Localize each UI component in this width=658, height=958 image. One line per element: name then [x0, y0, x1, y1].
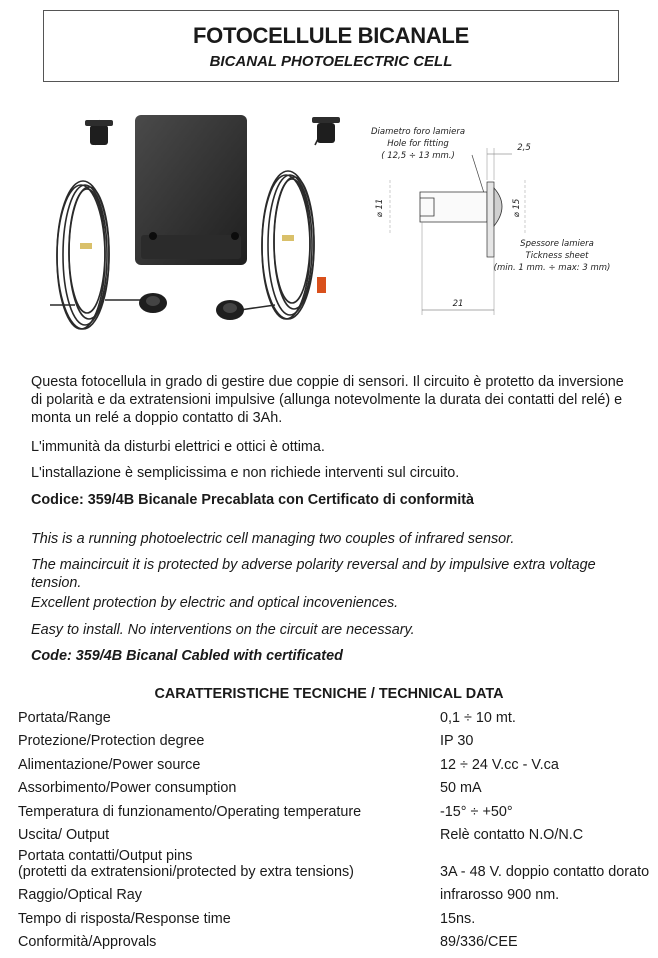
spec-value: 89/336/CEE	[440, 934, 518, 950]
spec-label: Alimentazione/Power source	[18, 757, 201, 773]
spec-value: IP 30	[440, 733, 474, 749]
sheet-label-3: (min. 1 mm. ÷ max: 3 mm)	[493, 263, 611, 273]
dim-left: ⌀ 11	[375, 198, 385, 218]
en-paragraph-3: Excellent protection by electric and optical incoveniences.	[31, 595, 399, 611]
dim-top: 2,5	[517, 143, 531, 153]
en-paragraph-4: Easy to install. No interventions on the circuit are necessary.	[31, 622, 415, 638]
right-top-sensor	[312, 117, 340, 143]
spec-label: Raggio/Optical Ray	[18, 887, 142, 903]
hole-label-2: Hole for fitting	[387, 139, 449, 149]
en-code: Code: 359/4B Bicanal Cabled with certificated	[31, 648, 343, 664]
title-box	[43, 10, 619, 82]
hole-label-1: Diametro foro lamiera	[370, 127, 466, 137]
spec-label: Temperatura di funzionamento/Operating temperature	[18, 804, 362, 820]
en-paragraph-2: The maincircuit it is protected by adverse polarity reversal and by impulsive extra voltage tension.	[31, 557, 596, 591]
hole-label-3: ( 12,5 ÷ 13 mm.)	[381, 151, 455, 161]
right-cable-coil	[240, 125, 325, 319]
spec-label: Assorbimento/Power consumption	[18, 780, 237, 796]
right-bottom-sensor	[216, 300, 244, 320]
spec-label: Tempo di risposta/Response time	[18, 911, 231, 927]
spec-label: Uscita/ Output	[18, 827, 110, 843]
en-paragraph-1: This is a running photoelectric cell managing two couples of infrared sensor.	[31, 531, 515, 547]
it-code: Codice: 359/4B Bicanale Precablata con Certificato di conformità	[31, 492, 475, 508]
spec-value: 3A - 48 V. doppio contatto dorato	[440, 864, 650, 880]
page-subtitle: BICANAL PHOTOELECTRIC CELL	[209, 53, 453, 70]
spec-label: Protezione/Protection degree	[18, 733, 205, 749]
spec-value: infrarosso 900 nm.	[440, 887, 560, 903]
it-paragraph-3: L'installazione è semplicissima e non richiede interventi sul circuito.	[31, 465, 460, 481]
sheet-label-1: Spessore lamiera	[520, 239, 594, 249]
dim-right: ⌀ 15	[512, 198, 522, 218]
it-paragraph-1: Questa fotocellula in grado di gestire due coppie di sensori. Il circuito è protetto da inversione di polarità e da extratensioni impulsive (allunga notevolmente la durata dei contatti del relé) e monta un relé a doppio contatto di 3Ah.	[31, 374, 624, 426]
product-photo	[35, 105, 353, 340]
technical-drawing	[362, 120, 632, 325]
spec-value: -15° ÷ +50°	[440, 804, 513, 820]
spec-value: 15ns.	[440, 911, 476, 927]
spec-value: Relè contatto N.O/N.C	[440, 827, 584, 843]
it-paragraph-2: L'immunità da disturbi elettrici e ottici è ottima.	[31, 439, 325, 455]
left-bottom-sensor	[139, 293, 167, 313]
spec-value: 12 ÷ 24 V.cc - V.ca	[440, 757, 559, 773]
spec-label: Conformità/Approvals	[18, 934, 157, 950]
spec-value: 0,1 ÷ 10 mt.	[440, 710, 516, 726]
dim-bottom: 21	[452, 299, 464, 309]
left-cable-coil	[50, 120, 140, 329]
left-top-sensor	[85, 120, 113, 145]
sheet-label-2: Tickness sheet	[525, 251, 589, 261]
spec-value: 50 mA	[440, 780, 482, 796]
spec-label-secondary: (protetti da extratensioni/protected by extra tensions)	[18, 864, 354, 880]
spec-label: Portata/Range	[18, 710, 111, 726]
spec-label: Portata contatti/Output pins	[18, 848, 193, 864]
specs-title: CARATTERISTICHE TECNICHE / TECHNICAL DATA	[154, 686, 504, 702]
page-title: FOTOCELLULE BICANALE	[193, 23, 469, 48]
control-box	[135, 115, 247, 265]
